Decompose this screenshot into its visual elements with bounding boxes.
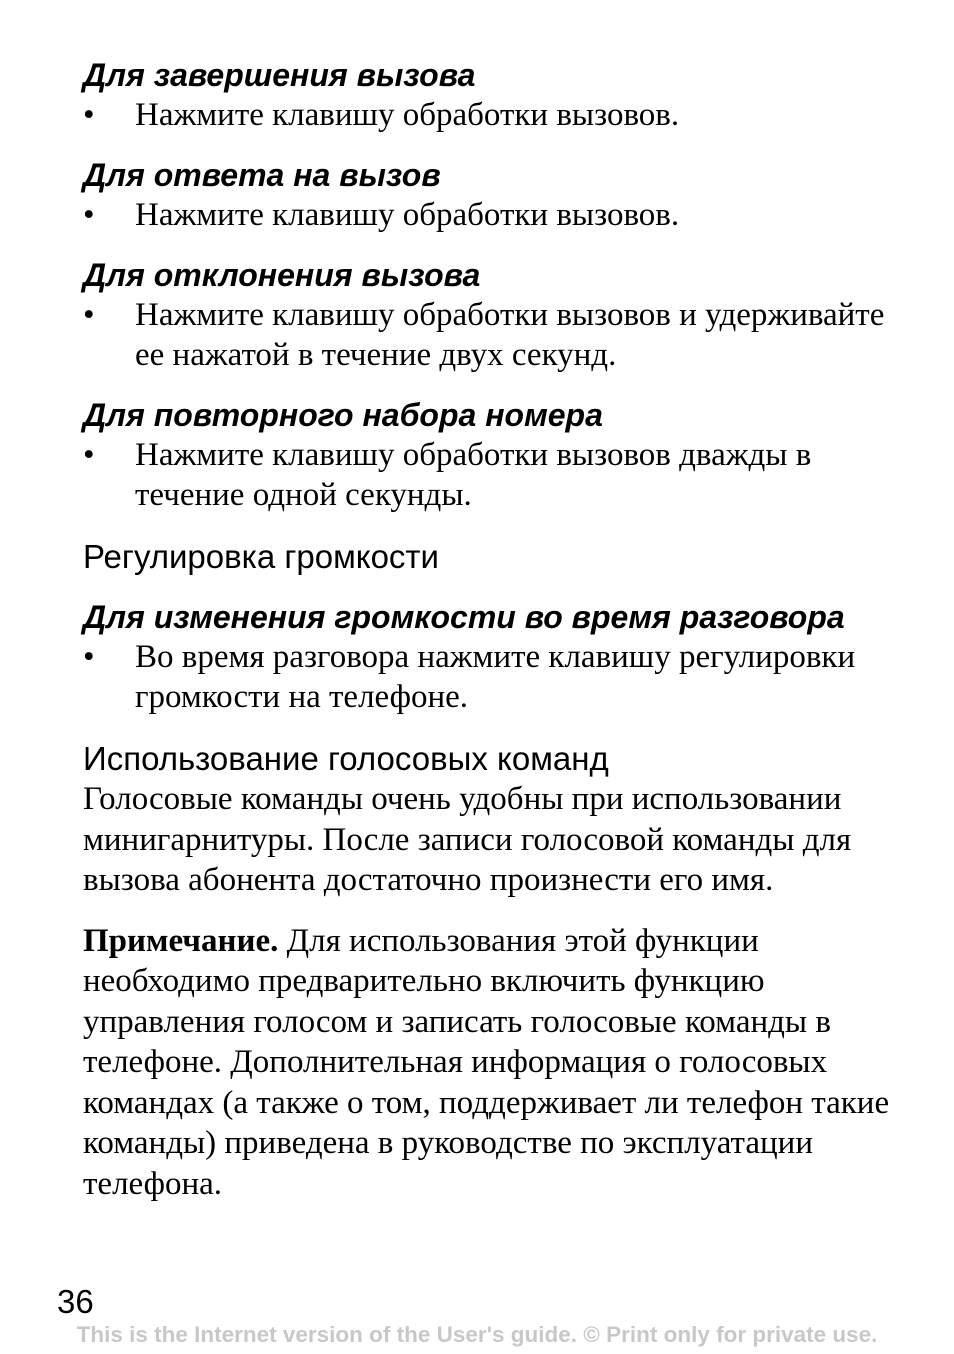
page-number: 36 — [57, 1283, 94, 1320]
manual-page-content — [83, 55, 903, 1204]
note-paragraph — [83, 921, 903, 1205]
bullet-end-call — [83, 95, 903, 135]
note-text: Для использования этой функции необходимо предварительно включить функцию управления голосом и записать голосовые команды в телефоне. Дополнительная информация о голосовых командах (а также о том, поддерживает ли телефон такие команды) приведена в руководстве по эксплуатации телефона. — [83, 922, 890, 1202]
bullet-text: Нажмите клавишу обработки вызовов и удерживайте ее нажатой в течение двух секунд. — [135, 297, 885, 373]
footer-disclaimer: This is the Internet version of the User's guide. © Print only for private use. — [76, 1322, 878, 1347]
bullet-text: Во время разговора нажмите клавишу регулировки громкости на телефоне. — [135, 639, 856, 715]
bullet-reject-call — [83, 295, 903, 375]
bullet-answer-call — [83, 195, 903, 235]
bullet-icon: • — [83, 639, 95, 675]
heading-reject-call: Для отклонения вызова — [83, 257, 481, 293]
bullet-text: Нажмите клавишу обработки вызовов. — [135, 197, 680, 233]
section-title-volume: Регулировка громкости — [83, 538, 439, 575]
heading-redial: Для повторного набора номера — [83, 397, 603, 433]
note-label: Примечание. — [83, 922, 279, 959]
bullet-text: Нажмите клавишу обработки вызовов дважды в течение одной секунды. — [135, 437, 812, 513]
bullet-redial — [83, 435, 903, 515]
voice-commands-text: Голосовые команды очень удобны при использовании минигарнитуры. После записи голосовой команды для вызова абонента достаточно произнести его имя. — [83, 781, 852, 898]
bullet-icon: • — [83, 297, 95, 333]
bullet-icon: • — [83, 437, 95, 473]
section-title-voice-commands: Использование голосовых команд — [83, 740, 609, 777]
bullet-text: Нажмите клавишу обработки вызовов. — [135, 97, 680, 133]
heading-volume-change: Для изменения громкости во время разговора — [83, 599, 845, 635]
bullet-volume-change — [83, 637, 903, 717]
bullet-icon: • — [83, 97, 95, 133]
heading-end-call: Для завершения вызова — [83, 57, 476, 93]
heading-answer-call: Для ответа на вызов — [83, 157, 441, 193]
bullet-icon: • — [83, 197, 95, 233]
